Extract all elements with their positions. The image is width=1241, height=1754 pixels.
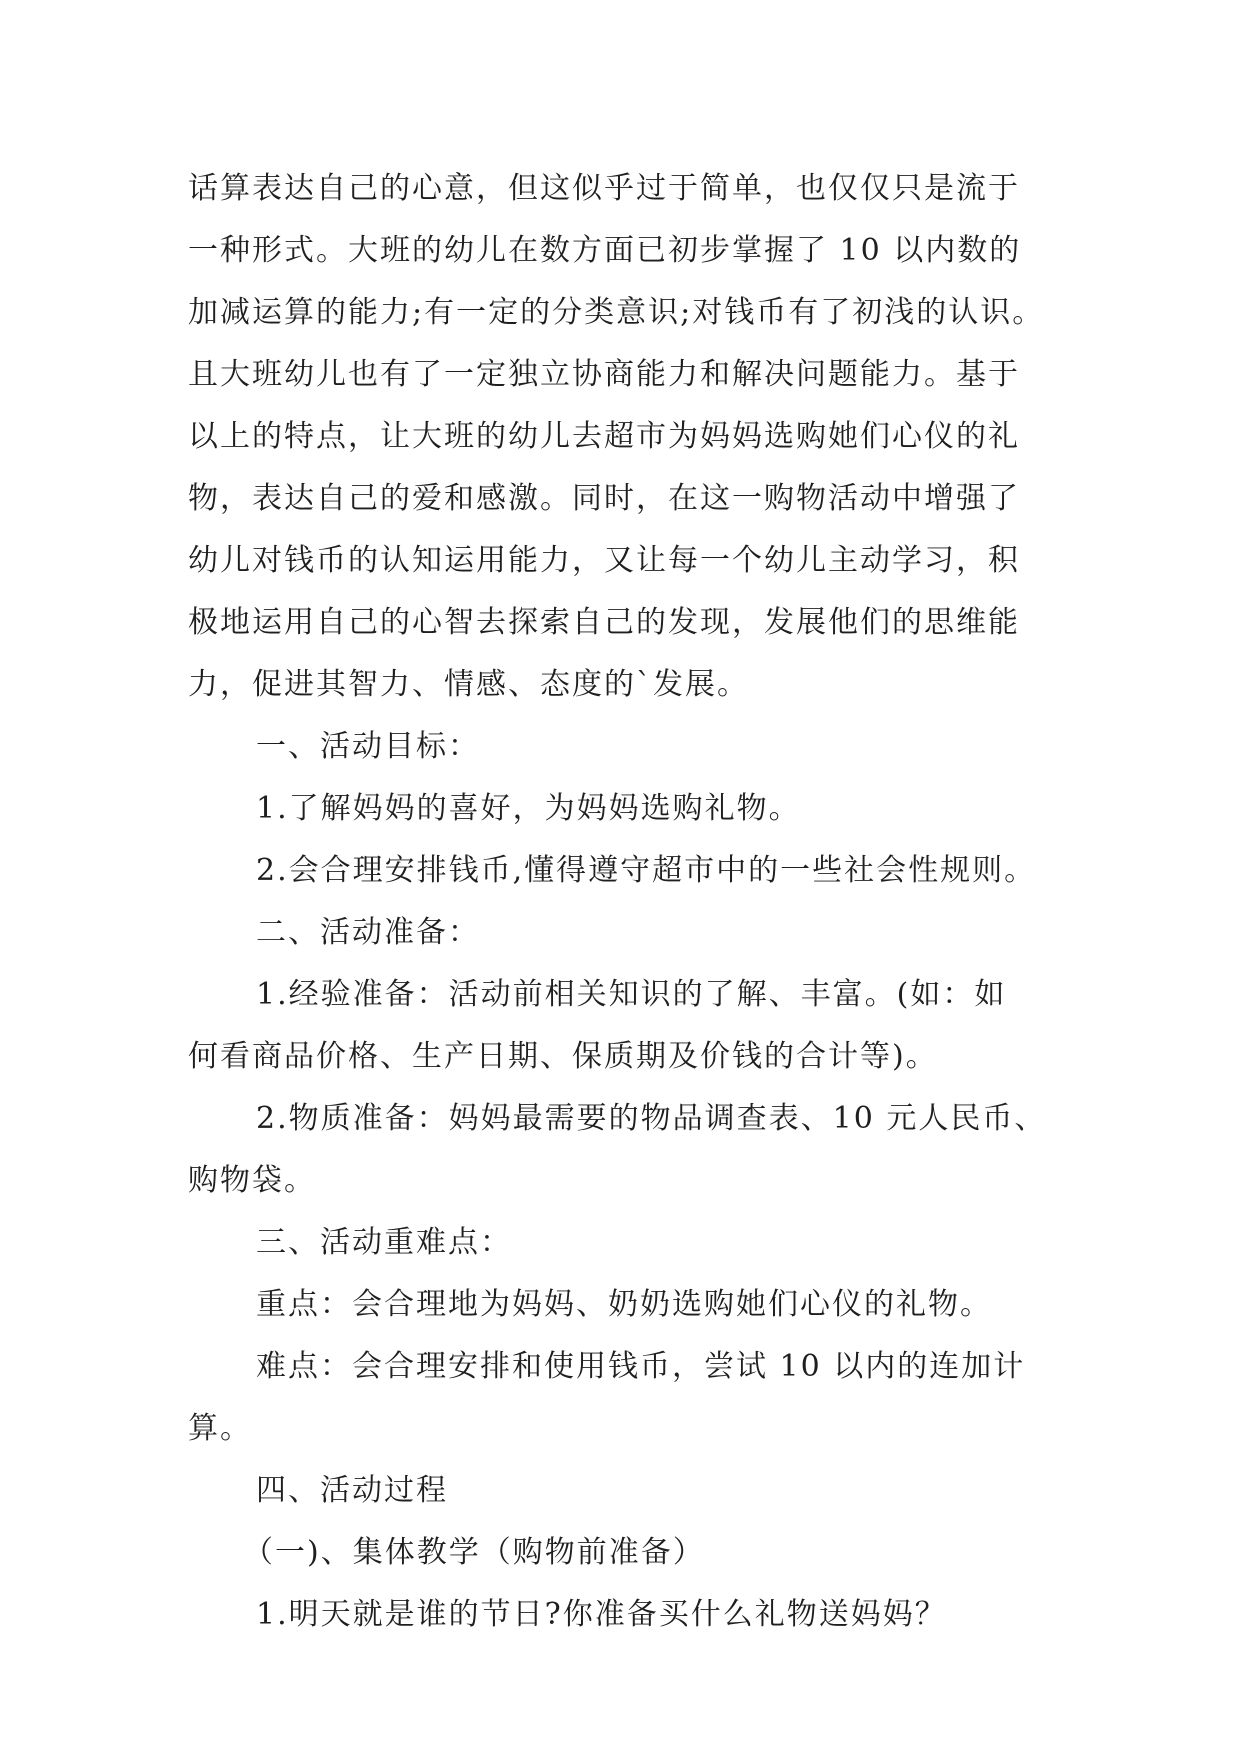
paragraph-line: 物，表达自己的爱和感激。同时，在这一购物活动中增强了 (188, 481, 1020, 516)
preparation-item-continued: 购物袋。 (188, 1163, 316, 1198)
section-heading-process: 四、活动过程 (256, 1473, 448, 1508)
section-heading-goals: 一、活动目标： (256, 729, 480, 764)
paragraph-line: 加减运算的能力;有一定的分类意识;对钱币有了初浅的认识。 (188, 295, 1045, 330)
paragraph-line: 极地运用自己的心智去探索自己的发现，发展他们的思维能 (188, 605, 1020, 640)
preparation-item-continued: 何看商品价格、生产日期、保质期及价钱的合计等)。 (188, 1039, 938, 1074)
key-point-item: 难点：会合理安排和使用钱币，尝试 10 以内的连加计 (256, 1349, 1026, 1384)
paragraph-line: 幼儿对钱币的认知运用能力，又让每一个幼儿主动学习，积 (188, 543, 1020, 578)
paragraph-line: 以上的特点，让大班的幼儿去超市为妈妈选购她们心仪的礼 (188, 419, 1020, 454)
section-heading-preparation: 二、活动准备： (256, 915, 480, 950)
paragraph-line: 力，促进其智力、情感、态度的`发展。 (188, 667, 749, 702)
goal-item: 2.会合理安排钱币,懂得遵守超市中的一些社会性规则。 (256, 853, 1037, 888)
subsection-heading: （一)、集体教学（购物前准备） (243, 1535, 705, 1570)
document-body (188, 158, 1068, 1646)
process-item: 1.明天就是谁的节日?你准备买什么礼物送妈妈？ (256, 1597, 947, 1632)
preparation-item: 1.经验准备：活动前相关知识的了解、丰富。(如：如 (256, 977, 1007, 1012)
paragraph-line: 一种形式。大班的幼儿在数方面已初步掌握了 10 以内数的 (188, 233, 1022, 268)
paragraph-line: 话算表达自己的心意，但这似乎过于简单，也仅仅只是流于 (188, 171, 1020, 206)
key-point-item-continued: 算。 (188, 1411, 252, 1446)
preparation-item: 2.物质准备：妈妈最需要的物品调查表、10 元人民币、 (256, 1101, 1047, 1136)
paragraph-line: 且大班幼儿也有了一定独立协商能力和解决问题能力。基于 (188, 357, 1020, 392)
section-heading-key-points: 三、活动重难点： (256, 1225, 512, 1260)
goal-item: 1.了解妈妈的喜好，为妈妈选购礼物。 (256, 791, 801, 826)
key-point-item: 重点：会合理地为妈妈、奶奶选购她们心仪的礼物。 (256, 1287, 992, 1322)
